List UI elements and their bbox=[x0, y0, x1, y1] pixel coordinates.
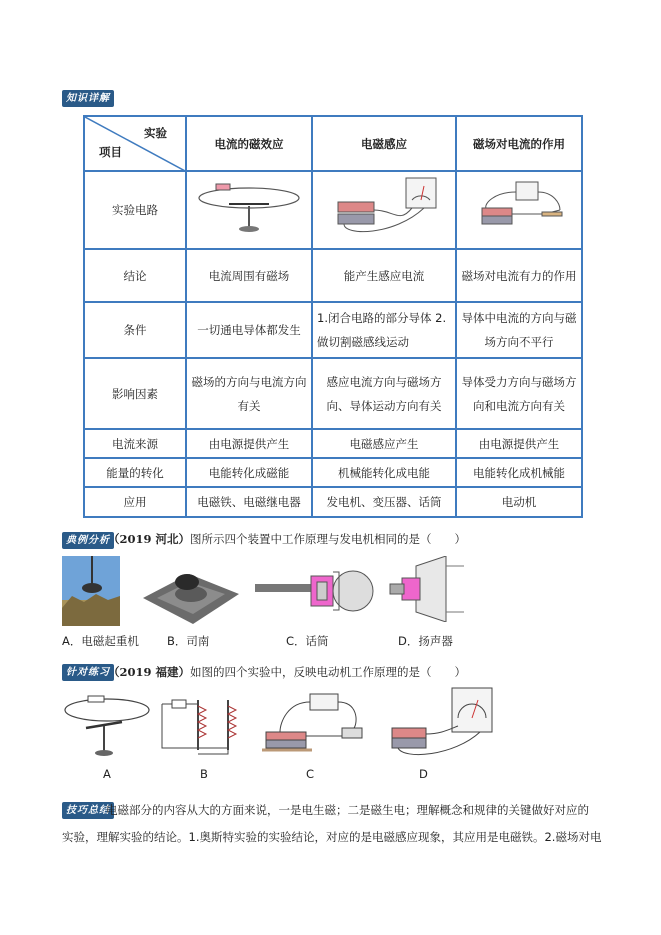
section-badge-skill: 技巧总结 bbox=[62, 802, 114, 819]
table-cell: 电能转化成磁能 bbox=[186, 458, 312, 487]
table-corner-cell bbox=[84, 116, 186, 171]
question-2 bbox=[108, 664, 466, 680]
table-row bbox=[84, 171, 582, 249]
compass-sinan-photo bbox=[135, 558, 243, 633]
table-cell: 电磁铁、电磁继电器 bbox=[186, 487, 312, 517]
label-a: A bbox=[103, 767, 111, 781]
label-b: B bbox=[200, 767, 208, 781]
label-c: C bbox=[306, 767, 315, 781]
table-cell: 能产生感应电流 bbox=[312, 249, 456, 302]
table-cell: 由电源提供产生 bbox=[456, 429, 582, 458]
summary-line-2: 实验，理解实验的结论。1.奥斯特实验的实验结论，对应的是电磁感应现象，其应用是电磁铁。2.磁场对电 bbox=[62, 830, 602, 844]
row-label: 应用 bbox=[84, 487, 186, 517]
experiment-d-diagram bbox=[384, 686, 496, 765]
label-d: D bbox=[419, 767, 428, 781]
knowledge-table bbox=[83, 115, 583, 518]
column-header: 电流的磁效应 bbox=[186, 116, 312, 171]
table-cell: 由电源提供产生 bbox=[186, 429, 312, 458]
table-cell: 感应电流方向与磁场方向、导体运动方向有关 bbox=[312, 358, 456, 429]
summary-line-1: 电磁部分的内容从大的方面来说，一是电生磁；二是磁生电；理解概念和规律的关键做好对应的 bbox=[106, 803, 589, 817]
question-1-text: 图所示四个装置中工作原理与发电机相同的是（ ） bbox=[190, 532, 467, 546]
microphone-diagram bbox=[255, 558, 375, 627]
row-label: 结论 bbox=[84, 249, 186, 302]
table-row bbox=[84, 429, 582, 458]
row-label: 影响因素 bbox=[84, 358, 186, 429]
column-header: 电磁感应 bbox=[312, 116, 456, 171]
experiment-c-diagram bbox=[258, 692, 370, 763]
table-cell: 导体受力方向与磁场方向和电流方向有关 bbox=[456, 358, 582, 429]
circuit-motor-diagram bbox=[456, 171, 582, 249]
question-1 bbox=[108, 531, 466, 547]
option-a: A．电磁起重机 bbox=[62, 634, 139, 648]
table-row bbox=[84, 249, 582, 302]
row-label: 实验电路 bbox=[84, 171, 186, 249]
experiment-a-diagram bbox=[62, 692, 152, 763]
table-cell: 电磁感应产生 bbox=[312, 429, 456, 458]
circuit-oersted-diagram bbox=[186, 171, 312, 249]
table-header-row bbox=[84, 116, 582, 171]
option-c: C．话筒 bbox=[286, 634, 329, 648]
row-label: 电流来源 bbox=[84, 429, 186, 458]
table-row bbox=[84, 458, 582, 487]
crane-photo bbox=[62, 556, 120, 629]
question-2-text: 如图的四个实验中，反映电动机工作原理的是（ ） bbox=[190, 665, 467, 679]
row-label: 条件 bbox=[84, 302, 186, 358]
question-1-source: （2019 河北） bbox=[108, 532, 191, 546]
row-label: 能量的转化 bbox=[84, 458, 186, 487]
column-header: 磁场对电流的作用 bbox=[456, 116, 582, 171]
option-d: D．扬声器 bbox=[398, 634, 453, 648]
experiment-b-diagram bbox=[158, 692, 248, 763]
question-2-source: （2019 福建） bbox=[108, 665, 191, 679]
circuit-induction-diagram bbox=[312, 171, 456, 249]
table-cell: 磁场对电流有力的作用 bbox=[456, 249, 582, 302]
table-cell: 发电机、变压器、话筒 bbox=[312, 487, 456, 517]
section-badge-knowledge: 知识详解 bbox=[62, 90, 114, 107]
table-cell: 电能转化成机械能 bbox=[456, 458, 582, 487]
table-cell: 一切通电导体都发生 bbox=[186, 302, 312, 358]
table-cell: 导体中电流的方向与磁场方向不平行 bbox=[456, 302, 582, 358]
table-cell: 电动机 bbox=[456, 487, 582, 517]
section-badge-practice: 针对练习 bbox=[62, 664, 114, 681]
table-cell: 机械能转化成电能 bbox=[312, 458, 456, 487]
table-row bbox=[84, 358, 582, 429]
option-b: B．司南 bbox=[167, 634, 210, 648]
table-row bbox=[84, 487, 582, 517]
corner-top-label: 实验 bbox=[144, 126, 167, 140]
speaker-diagram bbox=[386, 556, 466, 625]
table-cell: 磁场的方向与电流方向有关 bbox=[186, 358, 312, 429]
table-row bbox=[84, 302, 582, 358]
section-badge-example: 典例分析 bbox=[62, 532, 114, 549]
corner-bottom-label: 项目 bbox=[99, 145, 122, 159]
table-cell: 1.闭合电路的部分导体 2.做切割磁感线运动 bbox=[312, 302, 456, 358]
table-cell: 电流周围有磁场 bbox=[186, 249, 312, 302]
